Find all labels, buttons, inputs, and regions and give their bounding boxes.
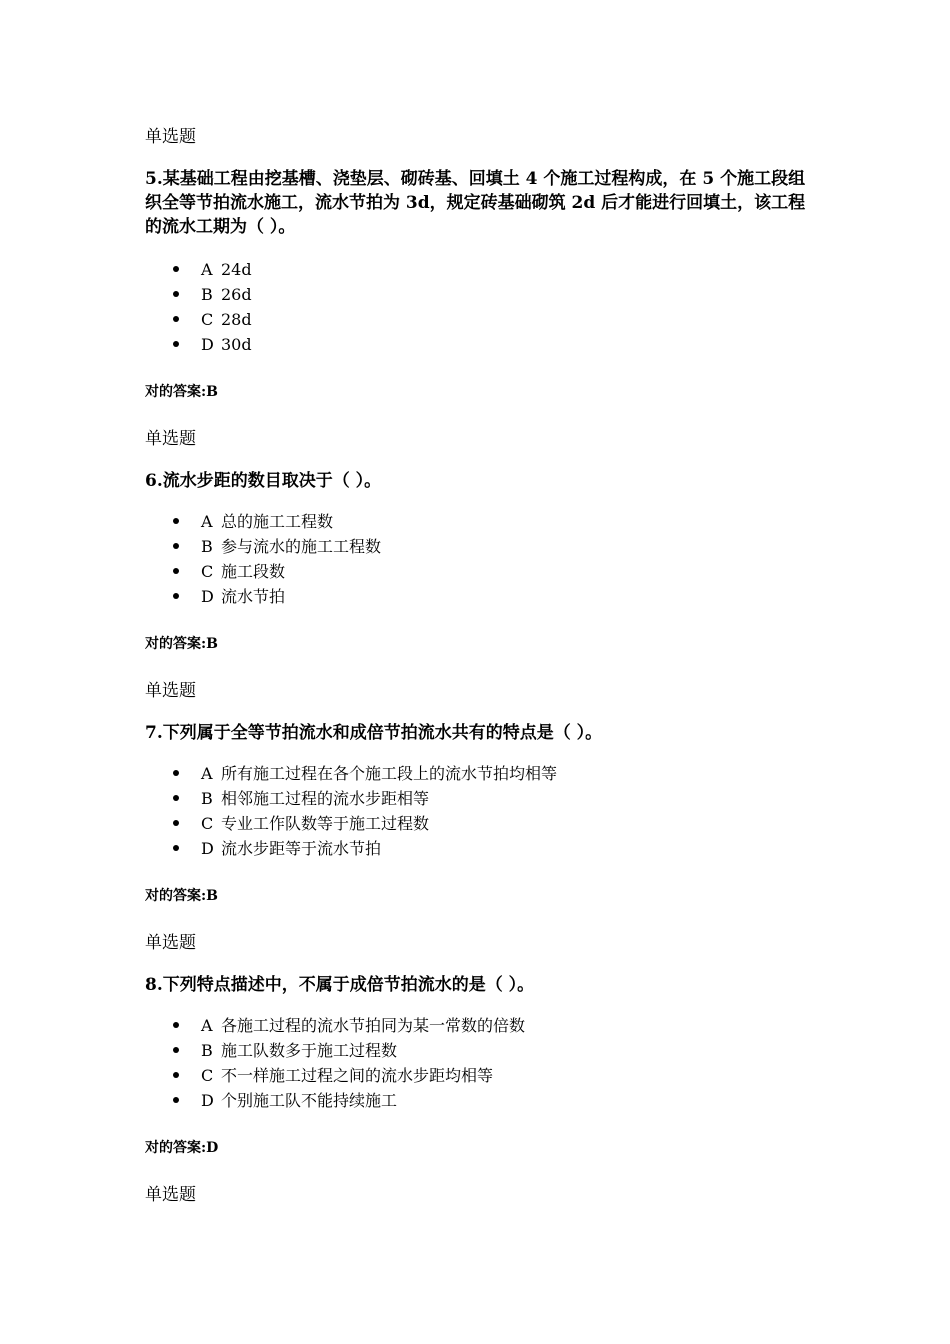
question-text: 7.下列属于全等节拍流水和成倍节拍流水共有的特点是（ ）。 (145, 723, 603, 743)
option-letter: D (201, 1091, 214, 1110)
option-letter: A (201, 764, 213, 783)
bullet-icon (173, 593, 179, 599)
option-letter: C (201, 1066, 214, 1085)
option-text: 施工段数 (221, 562, 286, 581)
option-text: 专业工作队数等于施工过程数 (221, 814, 430, 833)
option-text: 流水节拍 (221, 587, 286, 606)
option-text: 个别施工队不能持续施工 (221, 1091, 398, 1110)
option-item (145, 307, 252, 332)
option-letter: B (201, 789, 213, 808)
option-list (145, 1013, 525, 1113)
option-item (145, 509, 381, 534)
question-type-label: 单选题 (145, 127, 196, 147)
correct-answer: 对的答案:B (145, 888, 219, 904)
bullet-icon (173, 266, 179, 272)
option-text: 24d (221, 260, 252, 279)
bullet-icon (173, 316, 179, 322)
bullet-icon (173, 1097, 179, 1103)
option-item (145, 1088, 525, 1113)
option-item (145, 257, 252, 282)
option-item (145, 761, 557, 786)
bullet-icon (173, 795, 179, 801)
option-letter: B (201, 1041, 213, 1060)
option-item (145, 332, 252, 357)
option-text: 参与流水的施工工程数 (221, 537, 382, 556)
option-item (145, 811, 557, 836)
option-letter: D (201, 335, 214, 354)
option-list (145, 509, 381, 609)
question-text: 5.某基础工程由挖基槽、浇垫层、砌砖基、回填土 4 个施工过程构成，在 5 个施工段组织全等节拍流水施工，流水节拍为 3d，规定砖基础砌筑 2d 后才能进行回填土，该工程的流水工期为（ ）。 (145, 169, 806, 237)
bullet-icon (173, 1022, 179, 1028)
question-text: 6.流水步距的数目取决于（ ）。 (145, 471, 382, 491)
option-text: 26d (221, 285, 252, 304)
option-list (145, 257, 252, 357)
option-letter: B (201, 285, 213, 304)
option-item (145, 282, 252, 307)
question-type-label: 单选题 (145, 933, 196, 953)
bullet-icon (173, 845, 179, 851)
bullet-icon (173, 341, 179, 347)
option-item (145, 1063, 525, 1088)
correct-answer: 对的答案:B (145, 636, 219, 652)
option-text: 施工队数多于施工过程数 (221, 1041, 398, 1060)
bullet-icon (173, 1072, 179, 1078)
question-text: 8.下列特点描述中，不属于成倍节拍流水的是（ ）。 (145, 975, 535, 995)
option-letter: A (201, 512, 213, 531)
option-letter: D (201, 839, 214, 858)
bullet-icon (173, 543, 179, 549)
correct-answer: 对的答案:D (145, 1140, 219, 1156)
option-text: 相邻施工过程的流水步距相等 (221, 789, 430, 808)
option-text: 所有施工过程在各个施工段上的流水节拍均相等 (221, 764, 558, 783)
option-letter: B (201, 537, 213, 556)
option-text: 30d (221, 335, 252, 354)
option-text: 流水步距等于流水节拍 (221, 839, 382, 858)
option-text: 各施工过程的流水节拍同为某一常数的倍数 (221, 1016, 526, 1035)
option-letter: C (201, 562, 214, 581)
option-item (145, 836, 557, 861)
option-letter: D (201, 587, 214, 606)
bullet-icon (173, 568, 179, 574)
option-item (145, 534, 381, 559)
option-letter: A (201, 260, 213, 279)
question-type-label: 单选题 (145, 429, 196, 449)
question-type-label: 单选题 (145, 1185, 196, 1205)
option-item (145, 786, 557, 811)
bullet-icon (173, 291, 179, 297)
option-text: 总的施工工程数 (221, 512, 334, 531)
option-letter: C (201, 814, 214, 833)
question-type-label: 单选题 (145, 681, 196, 701)
option-item (145, 1013, 525, 1038)
bullet-icon (173, 820, 179, 826)
option-text: 28d (221, 310, 252, 329)
option-list (145, 761, 557, 861)
option-letter: C (201, 310, 214, 329)
option-text: 不一样施工过程之间的流水步距均相等 (221, 1066, 494, 1085)
correct-answer: 对的答案:B (145, 384, 219, 400)
option-letter: A (201, 1016, 213, 1035)
bullet-icon (173, 1047, 179, 1053)
option-item (145, 1038, 525, 1063)
bullet-icon (173, 518, 179, 524)
bullet-icon (173, 770, 179, 776)
option-item (145, 584, 381, 609)
option-item (145, 559, 381, 584)
